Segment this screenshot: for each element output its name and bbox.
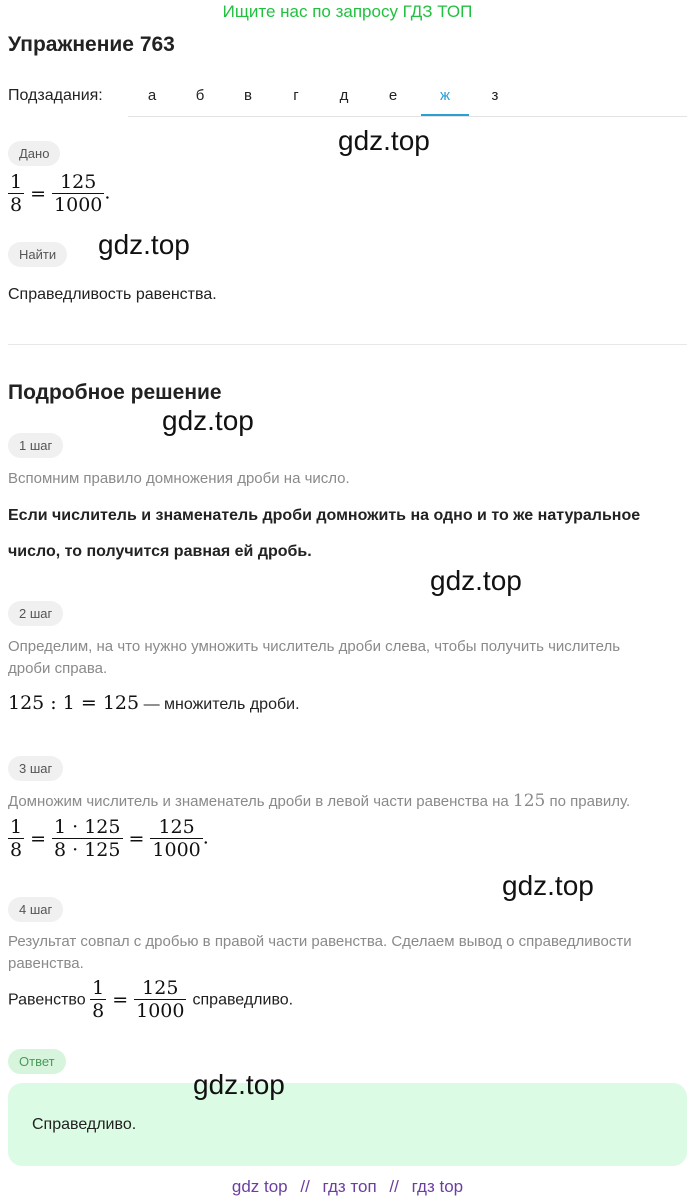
step-4-hint-line2: равенства. [8,955,84,972]
step-3-hint: Домножим числитель и знаменатель дроби в левой части равенства на 125 по правилу. [8,791,631,811]
find-text: Справедливость равенства. [8,286,217,303]
search-banner: Ищите нас по запросу ГДЗ ТОП [222,2,473,21]
step-2-result [8,692,300,714]
step-2-hint-line1: Определим, на что нужно умножить числитель дроби слева, чтобы получить числитель [8,638,621,655]
step-4-chip: 4 шаг [8,897,63,922]
step-1-chip: 1 шаг [8,433,63,458]
step-1-rule-line2: число, то получится равная ей дробь. [8,543,312,560]
given-equation: $\frac{1}{8}$ = $\frac{125}{1000}$ . [10,171,111,216]
watermark: gdz.top [430,565,522,596]
step-2-hint-line2: дроби справа. [8,660,108,677]
tab-e[interactable]: е [388,87,398,104]
step-2-suffix: — множитель дроби. [143,696,300,713]
page-title: Упражнение 763 [8,33,175,56]
footer-links [0,1177,695,1197]
step-3-chip: 3 шаг [8,756,63,781]
tab-z[interactable]: з [491,87,499,104]
tab-g[interactable]: г [293,87,299,104]
step-4-conclusion: Равенство $\frac{1}{8}$ = $\frac{125}{1000}$ справедливо. [8,977,294,1022]
step-1-rule-line1: Если числитель и знаменатель дроби домножить на одно и то же натуральное [8,507,641,524]
watermark: gdz.top [338,125,430,156]
watermark: gdz.top [502,870,594,901]
tab-d[interactable]: д [339,87,349,104]
footer-link[interactable]: гдз топ [322,1177,377,1196]
tab-b[interactable]: б [195,87,205,104]
tab-zh-active[interactable]: ж [421,80,469,116]
step-4-hint-line1: Результат совпал с дробью в правой части равенства. Сделаем вывод о справедливости [8,933,632,950]
tab-a[interactable]: а [147,87,157,104]
tab-v[interactable]: в [244,87,252,104]
watermark: gdz.top [98,229,190,260]
solution-title: Подробное решение [8,381,222,404]
watermark: gdz.top [162,405,254,436]
divider [8,344,687,345]
subtask-tabs [128,80,687,117]
subtasks-label: Подзадания: [8,87,103,104]
answer-chip: Ответ [8,1049,66,1074]
footer-separator: // [389,1177,399,1196]
footer-link[interactable]: gdz top [231,1177,288,1196]
watermark: gdz.top [193,1069,285,1100]
find-chip: Найти [8,242,67,267]
step-3-equation: $\frac{1}{8}$ = $\frac{1 \cdot 125}{8 \cdot 125}$ = $\frac{125}{1000}$ . [10,816,209,861]
footer-separator: // [300,1177,310,1196]
step-2-math: 125 : 1 = 125 [8,692,140,714]
answer-text: Справедливо. [32,1116,137,1133]
given-chip: Дано [8,141,60,166]
step-2-chip: 2 шаг [8,601,63,626]
step-1-hint: Вспомним правило домножения дроби на число. [8,470,350,487]
footer-link[interactable]: гдз top [411,1177,464,1196]
